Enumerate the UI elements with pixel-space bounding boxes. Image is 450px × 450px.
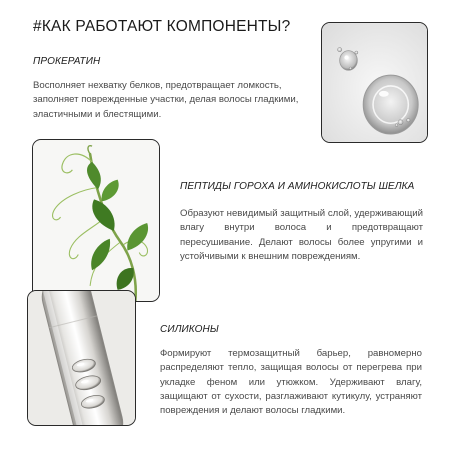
silicone-tube-photo [27, 290, 136, 426]
serum-drops-photo [321, 22, 428, 143]
section-text-prokeratin: Восполняет нехватку белков, предотвращает ломкость, заполняет поврежденные участки, делая волосы гладкими, эластичными и блестящими. [33, 80, 299, 120]
section-title-silicones: СИЛИКОНЫ [160, 324, 219, 335]
section-text-silicones: Формируют термозащитный барьер, равномерно распределяют тепло, защищая волосы от перегрева при укладке феном или утюжком. Удерживают влагу, защищают от сухости, разглаживают кутикулу, устраняют повреждения и делают волосы гладкими. [160, 348, 422, 417]
pea-sprout-illustration [33, 140, 159, 301]
section-text-pea-peptides: Образуют невидимый защитный слой, удерживающий влагу внутри волоса и предотвращают пересушивание. Делают волосы более упругими и устойчивыми к внешним повреждениям. [180, 208, 423, 262]
pea-sprout-photo [32, 139, 160, 302]
serum-drops-illustration [322, 23, 427, 142]
page-title: #КАК РАБОТАЮТ КОМПОНЕНТЫ? [33, 18, 291, 35]
silicone-tube-illustration [28, 291, 135, 425]
section-title-prokeratin: ПРОКЕРАТИН [33, 56, 101, 67]
section-title-pea-peptides: ПЕПТИДЫ ГОРОХА И АМИНОКИСЛОТЫ ШЕЛКА [180, 181, 415, 192]
